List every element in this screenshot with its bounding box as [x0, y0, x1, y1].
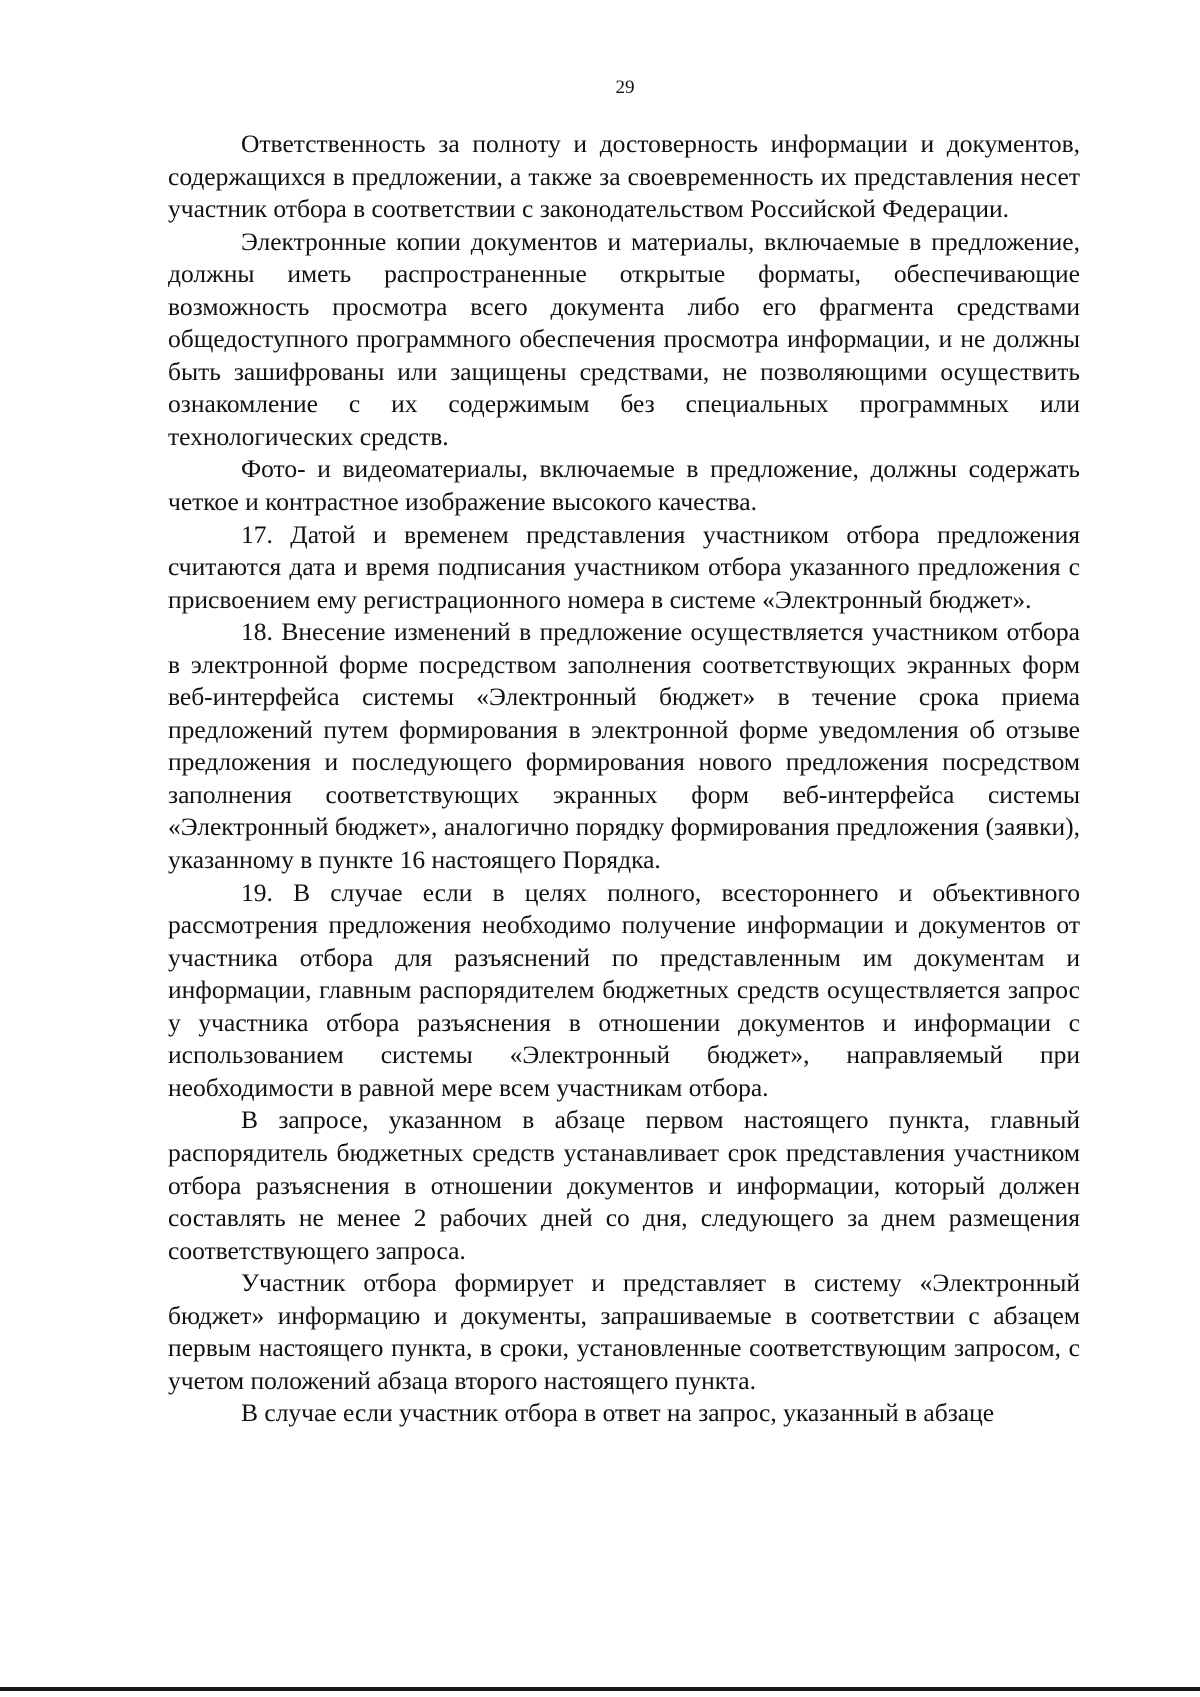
paragraph-responsibility: Ответственность за полноту и достоверность информации и документов, содержащихся в предложении, а также за своевременность их представления несет участник отбора в соответствии с законодательством Российской Федерации.	[168, 129, 1080, 224]
paragraph-participant-response: Участник отбора формирует и представляет в систему «Электронный бюджет» информацию и документы, запрашиваемые в соответствии с абзацем первым настоящего пункта, в сроки, установленные соответствующим запросом, с учетом положений абзаца второго настоящего пункта.	[168, 1268, 1080, 1395]
bottom-border-line	[0, 1687, 1200, 1691]
paragraph-item-17: 17. Датой и временем представления участником отбора предложения считаются дата и время подписания участником отбора указанного предложения с присвоением ему регистрационного номера в системе «Электронный бюджет».	[168, 519, 1080, 614]
paragraph-item-19: 19. В случае если в целях полного, всестороннего и объективного рассмотрения предложения необходимо получение информации и документов от участника отбора для разъяснений по представленным им документам и информации, главным распорядителем бюджетных средств осуществляется запрос у участника отбора разъяснения в отношении документов и информации с использованием системы «Электронный бюджет», направляемый при необходимости в равной мере всем участникам отбора.	[168, 877, 1080, 1102]
page-number: 29	[615, 77, 635, 98]
paragraph-continued: В случае если участник отбора в ответ на запрос, указанный в абзаце	[241, 1398, 995, 1428]
document-body	[168, 128, 1080, 1430]
paragraph-electronic-copies: Электронные копии документов и материалы, включаемые в предложение, должны иметь распространенные открытые форматы, обеспечивающие возможность просмотра всего документа либо его фрагмента средствами общедоступного программного обеспечения просмотра информации, и не должны быть зашифрованы или защищены средствами, не позволяющими осуществить ознакомление с их содержимым без специальных программных или технологических средств.	[168, 226, 1080, 451]
paragraph-photo-video: Фото- и видеоматериалы, включаемые в предложение, должны содержать четкое и контрастное изображение высокого качества.	[168, 454, 1080, 517]
paragraph-request-deadline: В запросе, указанном в абзаце первом настоящего пункта, главный распорядитель бюджетных средств устанавливает срок представления участником отбора разъяснения в отношении документов и информации, который должен составлять не менее 2 рабочих дней со дня, следующего за днем размещения соответствующего запроса.	[168, 1105, 1080, 1265]
paragraph-item-18: 18. Внесение изменений в предложение осуществляется участником отбора в электронной форме посредством заполнения соответствующих экранных форм веб-интерфейса системы «Электронный бюджет» в течение срока приема предложений путем формирования в электронной форме уведомления об отзыве предложения и последующего формирования нового предложения посредством заполнения соответствующих экранных форм веб-интерфейса системы «Электронный бюджет», аналогично порядку формирования предложения (заявки), указанному в пункте 16 настоящего Порядка.	[168, 617, 1080, 875]
